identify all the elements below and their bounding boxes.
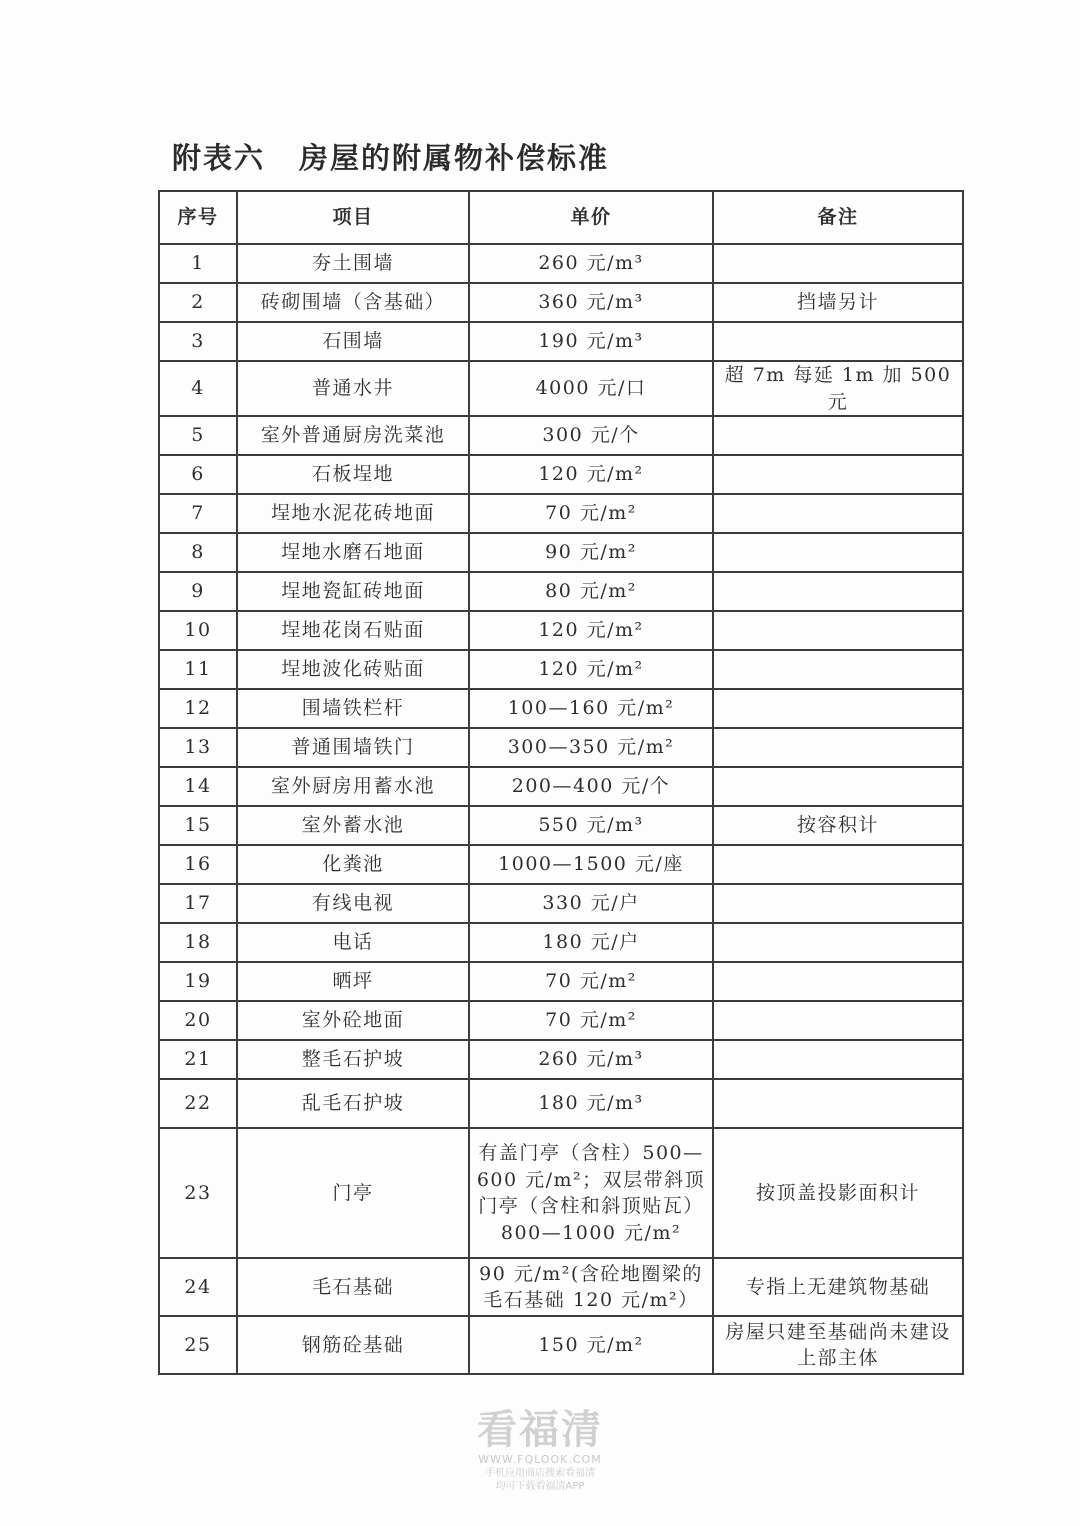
row-price: 4000 元/口 (469, 361, 713, 416)
header-price: 单价 (469, 191, 713, 244)
row-item: 门亭 (237, 1128, 469, 1258)
row-number: 18 (159, 923, 237, 962)
row-note (713, 533, 963, 572)
row-number: 15 (159, 806, 237, 845)
row-item: 钢筋砼基础 (237, 1316, 469, 1374)
table-row (159, 1258, 963, 1316)
row-price: 70 元/m² (469, 1001, 713, 1040)
row-item: 室外普通厨房洗菜池 (237, 416, 469, 455)
table-row (159, 728, 963, 767)
header-item: 项目 (237, 191, 469, 244)
row-item: 室外厨房用蓄水池 (237, 767, 469, 806)
table-row (159, 416, 963, 455)
row-number: 7 (159, 494, 237, 533)
row-price: 260 元/m³ (469, 244, 713, 283)
row-note (713, 845, 963, 884)
row-note: 按容积计 (713, 806, 963, 845)
row-item: 埕地水磨石地面 (237, 533, 469, 572)
row-note (713, 1001, 963, 1040)
row-note: 按顶盖投影面积计 (713, 1128, 963, 1258)
table-row (159, 244, 963, 283)
row-price: 300 元/个 (469, 416, 713, 455)
row-number: 20 (159, 1001, 237, 1040)
row-price: 190 元/m³ (469, 322, 713, 361)
row-note (713, 494, 963, 533)
table-row (159, 1040, 963, 1079)
watermark-logo: 看福清 (477, 1407, 603, 1453)
document-title (172, 136, 609, 177)
row-number: 25 (159, 1316, 237, 1374)
row-note: 挡墙另计 (713, 283, 963, 322)
row-note (713, 572, 963, 611)
row-note: 房屋只建至基础尚未建设上部主体 (713, 1316, 963, 1374)
row-note (713, 689, 963, 728)
row-price: 120 元/m² (469, 611, 713, 650)
row-item: 室外蓄水池 (237, 806, 469, 845)
row-price: 120 元/m² (469, 455, 713, 494)
row-note (713, 962, 963, 1001)
row-price: 180 元/户 (469, 923, 713, 962)
row-price: 260 元/m³ (469, 1040, 713, 1079)
row-number: 17 (159, 884, 237, 923)
row-note (713, 650, 963, 689)
row-price: 200—400 元/个 (469, 767, 713, 806)
row-number: 21 (159, 1040, 237, 1079)
row-number: 9 (159, 572, 237, 611)
row-note (713, 923, 963, 962)
compensation-table (158, 190, 964, 1375)
table-row (159, 322, 963, 361)
row-item: 石围墙 (237, 322, 469, 361)
table-row (159, 1128, 963, 1258)
row-item: 有线电视 (237, 884, 469, 923)
row-number: 10 (159, 611, 237, 650)
row-number: 19 (159, 962, 237, 1001)
row-number: 8 (159, 533, 237, 572)
row-note (713, 244, 963, 283)
row-number: 12 (159, 689, 237, 728)
row-note (713, 1079, 963, 1128)
table-row (159, 689, 963, 728)
row-price: 550 元/m³ (469, 806, 713, 845)
row-number: 16 (159, 845, 237, 884)
row-price: 有盖门亭（含柱）500—600 元/m²；双层带斜顶门亭（含柱和斜顶贴瓦）800—1000 元/m² (469, 1128, 713, 1258)
row-price: 70 元/m² (469, 962, 713, 1001)
table-row (159, 283, 963, 322)
row-price: 150 元/m² (469, 1316, 713, 1374)
table-row (159, 1079, 963, 1128)
row-number: 2 (159, 283, 237, 322)
row-price: 90 元/m² (469, 533, 713, 572)
row-number: 24 (159, 1258, 237, 1316)
header-row (159, 191, 963, 244)
row-item: 埕地花岗石贴面 (237, 611, 469, 650)
table-row (159, 455, 963, 494)
row-price: 90 元/m²(含砼地圈梁的毛石基础 120 元/m²） (469, 1258, 713, 1316)
table-row (159, 845, 963, 884)
row-number: 4 (159, 361, 237, 416)
table-row (159, 923, 963, 962)
row-price: 80 元/m² (469, 572, 713, 611)
row-note (713, 455, 963, 494)
row-item: 晒坪 (237, 962, 469, 1001)
row-number: 5 (159, 416, 237, 455)
row-item: 整毛石护坡 (237, 1040, 469, 1079)
watermark (470, 1408, 610, 1493)
row-item: 夯土围墙 (237, 244, 469, 283)
header-no: 序号 (159, 191, 237, 244)
table-row (159, 767, 963, 806)
row-price: 300—350 元/m² (469, 728, 713, 767)
table-row (159, 572, 963, 611)
row-number: 13 (159, 728, 237, 767)
row-item: 普通围墙铁门 (237, 728, 469, 767)
row-number: 1 (159, 244, 237, 283)
row-number: 11 (159, 650, 237, 689)
row-price: 1000—1500 元/座 (469, 845, 713, 884)
row-number: 22 (159, 1079, 237, 1128)
row-note: 专指上无建筑物基础 (713, 1258, 963, 1316)
row-note (713, 611, 963, 650)
row-number: 3 (159, 322, 237, 361)
row-item: 毛石基础 (237, 1258, 469, 1316)
row-price: 360 元/m³ (469, 283, 713, 322)
row-item: 埕地水泥花砖地面 (237, 494, 469, 533)
row-item: 砖砌围墙（含基础） (237, 283, 469, 322)
row-note (713, 884, 963, 923)
row-price: 180 元/m³ (469, 1079, 713, 1128)
table-row (159, 884, 963, 923)
row-price: 330 元/户 (469, 884, 713, 923)
row-note (713, 322, 963, 361)
row-note (713, 767, 963, 806)
watermark-tip-1: 手机应用商店搜索看福清 (485, 1468, 595, 1480)
row-number: 6 (159, 455, 237, 494)
table-row (159, 806, 963, 845)
table-row (159, 611, 963, 650)
row-note (713, 728, 963, 767)
row-price: 100—160 元/m² (469, 689, 713, 728)
table-row (159, 1001, 963, 1040)
row-note: 超 7m 每延 1m 加 500 元 (713, 361, 963, 416)
table-row (159, 361, 963, 416)
title-prefix: 附表六 (172, 141, 266, 175)
watermark-tip-2: 均可下载看福清APP (495, 1481, 585, 1493)
row-price: 70 元/m² (469, 494, 713, 533)
table-row (159, 1316, 963, 1374)
watermark-url: WWW.FQLOOK.COM (478, 1453, 602, 1466)
header-note: 备注 (713, 191, 963, 244)
title-main: 房屋的附属物补偿标准 (299, 141, 610, 175)
table-row (159, 533, 963, 572)
row-item: 围墙铁栏杆 (237, 689, 469, 728)
table-row (159, 962, 963, 1001)
row-item: 埕地波化砖贴面 (237, 650, 469, 689)
row-item: 室外砼地面 (237, 1001, 469, 1040)
row-item: 化粪池 (237, 845, 469, 884)
table-row (159, 494, 963, 533)
row-price: 120 元/m² (469, 650, 713, 689)
row-note (713, 416, 963, 455)
row-number: 14 (159, 767, 237, 806)
row-item: 石板埕地 (237, 455, 469, 494)
row-item: 普通水井 (237, 361, 469, 416)
row-note (713, 1040, 963, 1079)
row-number: 23 (159, 1128, 237, 1258)
row-item: 埕地瓷缸砖地面 (237, 572, 469, 611)
row-item: 乱毛石护坡 (237, 1079, 469, 1128)
table-row (159, 650, 963, 689)
row-item: 电话 (237, 923, 469, 962)
